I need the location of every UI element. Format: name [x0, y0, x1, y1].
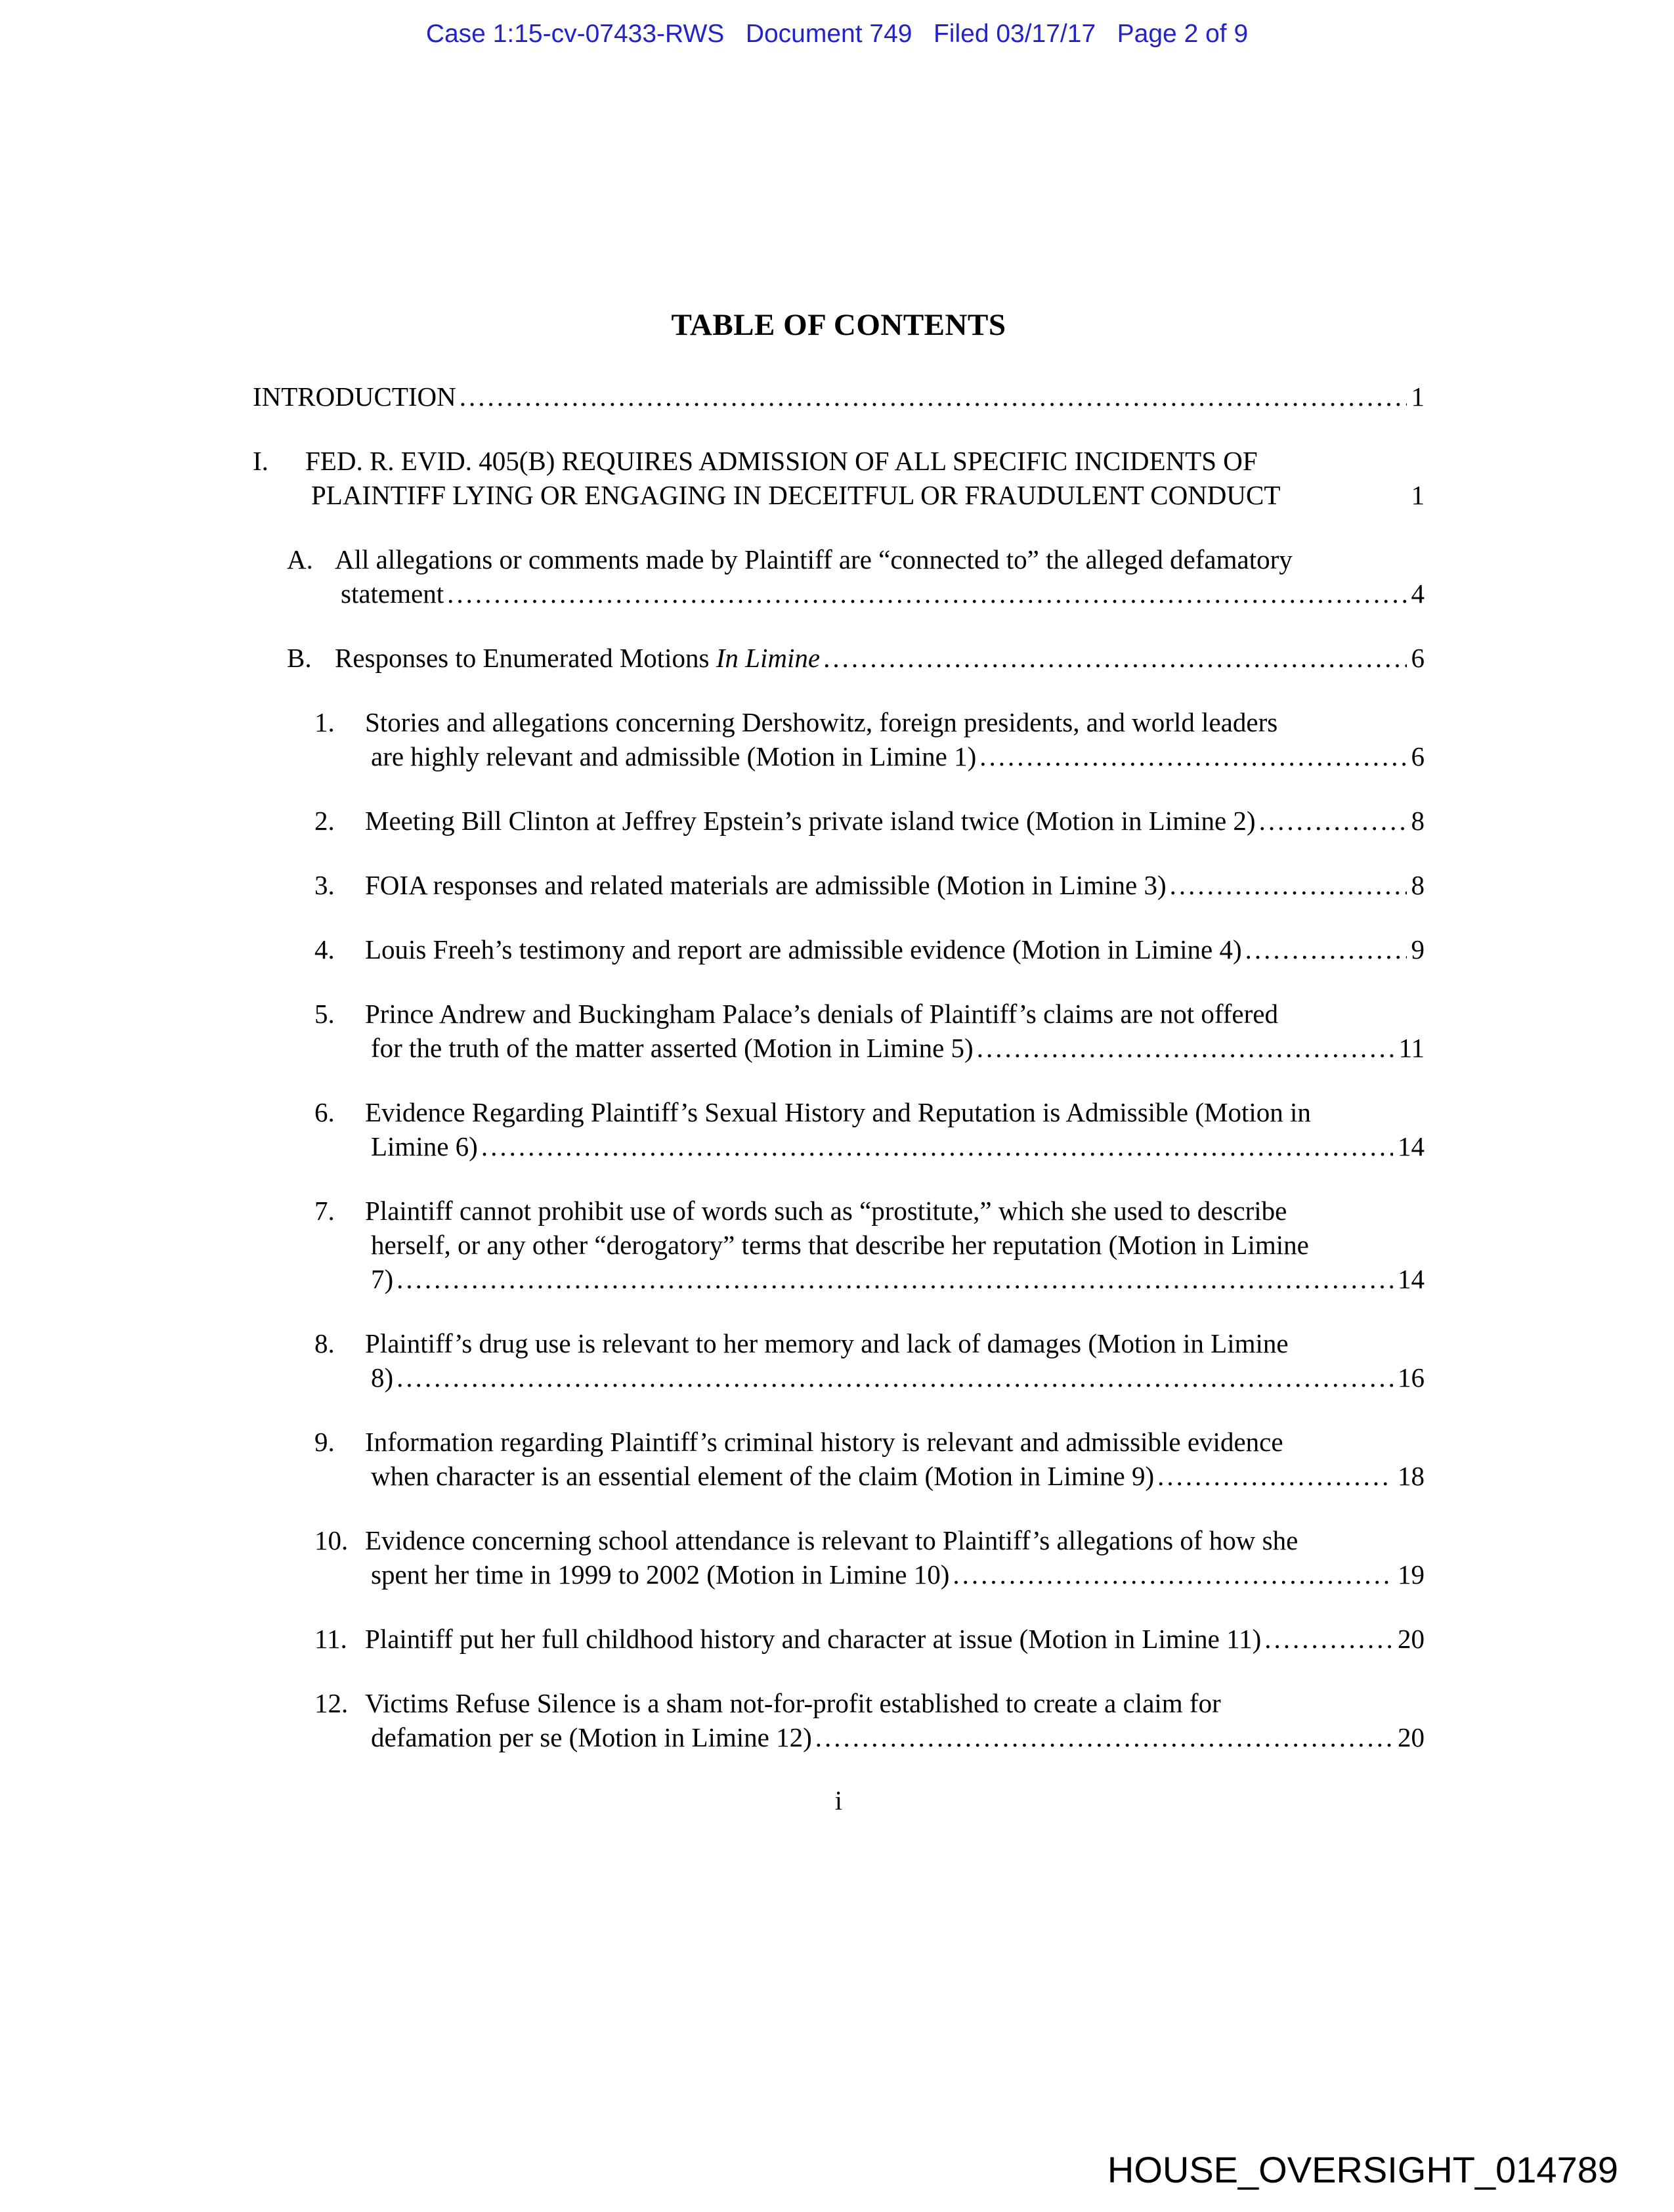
toc-entry-line: Meeting Bill Clinton at Jeffrey Epstein’s private island twice (Motion in Limine 2) ..... 8: [365, 804, 1425, 838]
toc-entry-line: Louis Freeh’s testimony and report are admissible evidence (Motion in Limine 4) ..... 9: [365, 932, 1425, 966]
toc-page-number: 19: [1398, 1559, 1425, 1590]
toc-page-number: 11: [1398, 1033, 1425, 1063]
toc-entry-line: statement ..... 4: [335, 576, 1425, 611]
toc-page-number: 4: [1411, 578, 1425, 609]
toc-entry-line: FED. R. EVID. 405(B) REQUIRES ADMISSION OF ALL SPECIFIC INCIDENTS OF: [305, 446, 1258, 476]
toc-entry: [314, 997, 1425, 1065]
toc-page-number: 20: [1398, 1624, 1425, 1654]
toc-page-number: 8: [1411, 806, 1425, 836]
toc-entry-line: Prince Andrew and Buckingham Palace’s denials of Plaintiff’s claims are not offered: [365, 999, 1278, 1029]
toc-leader-dots: [1264, 1622, 1393, 1656]
toc-entry-line: Victims Refuse Silence is a sham not-for-profit established to create a claim for: [365, 1688, 1221, 1718]
toc-entry-label: 9.: [314, 1427, 335, 1457]
toc-entry-label: 5.: [314, 999, 335, 1029]
toc-leader-dots: [823, 641, 1406, 675]
toc-entry-line: INTRODUCTION ..... 1: [253, 380, 1425, 414]
toc-entry-label: I.: [253, 446, 268, 476]
toc-leader-dots: [397, 1360, 1393, 1395]
toc-entry: [314, 1523, 1425, 1592]
toc-entry-label: 10.: [314, 1525, 349, 1555]
toc-page-number: 14: [1398, 1264, 1425, 1294]
toc-entry-label: B.: [287, 643, 312, 673]
toc-entry-line: Evidence Regarding Plaintiff’s Sexual History and Reputation is Admissible (Motion in: [365, 1097, 1311, 1127]
toc-page-number: 16: [1398, 1362, 1425, 1393]
toc-leader-dots: [815, 1720, 1393, 1754]
toc-entry: [314, 705, 1425, 773]
toc-leader-dots: [953, 1557, 1393, 1592]
toc-leader-dots: [481, 1129, 1393, 1163]
toc-entry-line: All allegations or comments made by Plaintiff are “connected to” the alleged defamatory: [335, 544, 1293, 575]
toc-page-number: 8: [1411, 870, 1425, 900]
toc-entry: [314, 1622, 1425, 1656]
toc-leader-dots: [1157, 1459, 1393, 1493]
toc-leader-dots: [977, 1031, 1394, 1065]
toc-page-number: 1: [1411, 480, 1425, 510]
toc-leader-dots: [979, 739, 1406, 773]
toc-entry-line: Plaintiff put her full childhood history and character at issue (Motion in Limine 11) ..... 20: [365, 1622, 1425, 1656]
toc-entry-label: 11.: [314, 1624, 347, 1654]
toc-entry-line: Plaintiff cannot prohibit use of words such as “prostitute,” which she used to describe: [365, 1196, 1287, 1226]
toc-entry-line: Evidence concerning school attendance is relevant to Plaintiff’s allegations of how she: [365, 1525, 1298, 1555]
toc-leader-dots: [1170, 868, 1407, 902]
toc-entry-label: 3.: [314, 870, 335, 900]
toc: [253, 380, 1425, 1754]
toc-entry-label: 12.: [314, 1688, 349, 1718]
toc-entry-line: FOIA responses and related materials are admissible (Motion in Limine 3) ..... 8: [365, 868, 1425, 902]
toc-entry: [314, 1326, 1425, 1395]
toc-entry: [314, 804, 1425, 838]
toc-leader-dots: [1245, 932, 1407, 966]
toc-entry: [253, 380, 1425, 414]
toc-entry-label: 6.: [314, 1097, 335, 1127]
toc-entry-label: A.: [287, 544, 313, 575]
toc-entry: [287, 641, 1425, 675]
toc-page-number: 20: [1398, 1722, 1425, 1752]
toc-entry-line: spent her time in 1999 to 2002 (Motion in Limine 10) ..... 19: [365, 1557, 1425, 1592]
toc-page-number: 6: [1411, 741, 1425, 771]
toc-entry-line: 8) ..... 16: [365, 1360, 1425, 1395]
toc-entry-label: 1.: [314, 707, 335, 737]
toc-entry-label: 8.: [314, 1328, 335, 1358]
toc-leader-dots: [447, 576, 1406, 611]
case-stamp: Case 1:15-cv-07433-RWS Document 749 Filed 03/17/17 Page 2 of 9: [425, 20, 1249, 48]
toc-entry-line: PLAINTIFF LYING OR ENGAGING IN DECEITFUL OR FRAUDULENT CONDUCT 1: [305, 478, 1425, 512]
toc-entry-line: Information regarding Plaintiff’s criminal history is relevant and admissible evidence: [365, 1427, 1283, 1457]
toc-entry-line: are highly relevant and admissible (Motion in Limine 1) ..... 6: [365, 739, 1425, 773]
toc-entry-label: 4.: [314, 934, 335, 965]
toc-entry: [314, 1194, 1425, 1296]
toc-entry-line: Responses to Enumerated Motions In Limine ..... 6: [335, 641, 1425, 675]
toc-leader-dots: [397, 1262, 1393, 1296]
toc-entry: [314, 932, 1425, 966]
toc-leader-dots: [460, 380, 1407, 414]
toc-entry-line: Plaintiff’s drug use is relevant to her memory and lack of damages (Motion in Limine: [365, 1328, 1289, 1358]
bates-number: HOUSE_OVERSIGHT_014789: [1107, 2149, 1618, 2190]
document-title: TABLE OF CONTENTS: [671, 308, 1006, 342]
toc-leader-dots: [1259, 804, 1407, 838]
toc-entry-line: when character is an essential element of the claim (Motion in Limine 9) ..... 18: [365, 1459, 1425, 1493]
toc-page-number: 6: [1411, 643, 1425, 673]
toc-entry: [314, 1425, 1425, 1493]
toc-entry-line: herself, or any other “derogatory” terms that describe her reputation (Motion in Limine: [371, 1230, 1309, 1260]
folio-page-number: i: [834, 1785, 843, 1815]
toc-entry: [314, 868, 1425, 902]
toc-entry: [314, 1686, 1425, 1754]
toc-entry-line: 7) ..... 14: [365, 1262, 1425, 1296]
toc-entry-label: 7.: [314, 1196, 335, 1226]
toc-entry: [287, 542, 1425, 611]
toc-entry-line: for the truth of the matter asserted (Motion in Limine 5) ..... 11: [365, 1031, 1425, 1065]
toc-page-number: 18: [1398, 1461, 1425, 1491]
toc-entry-line: defamation per se (Motion in Limine 12) ..... 20: [365, 1720, 1425, 1754]
toc-page-number: 9: [1411, 934, 1425, 965]
toc-page-number: 1: [1411, 381, 1425, 412]
toc-entry: [314, 1095, 1425, 1163]
toc-entry-line: Stories and allegations concerning Dershowitz, foreign presidents, and world leaders: [365, 707, 1278, 737]
toc-page-number: 14: [1398, 1131, 1425, 1161]
toc-entry-label: 2.: [314, 806, 335, 836]
toc-entry: [253, 444, 1425, 512]
toc-entry-line: Limine 6) ..... 14: [365, 1129, 1425, 1163]
